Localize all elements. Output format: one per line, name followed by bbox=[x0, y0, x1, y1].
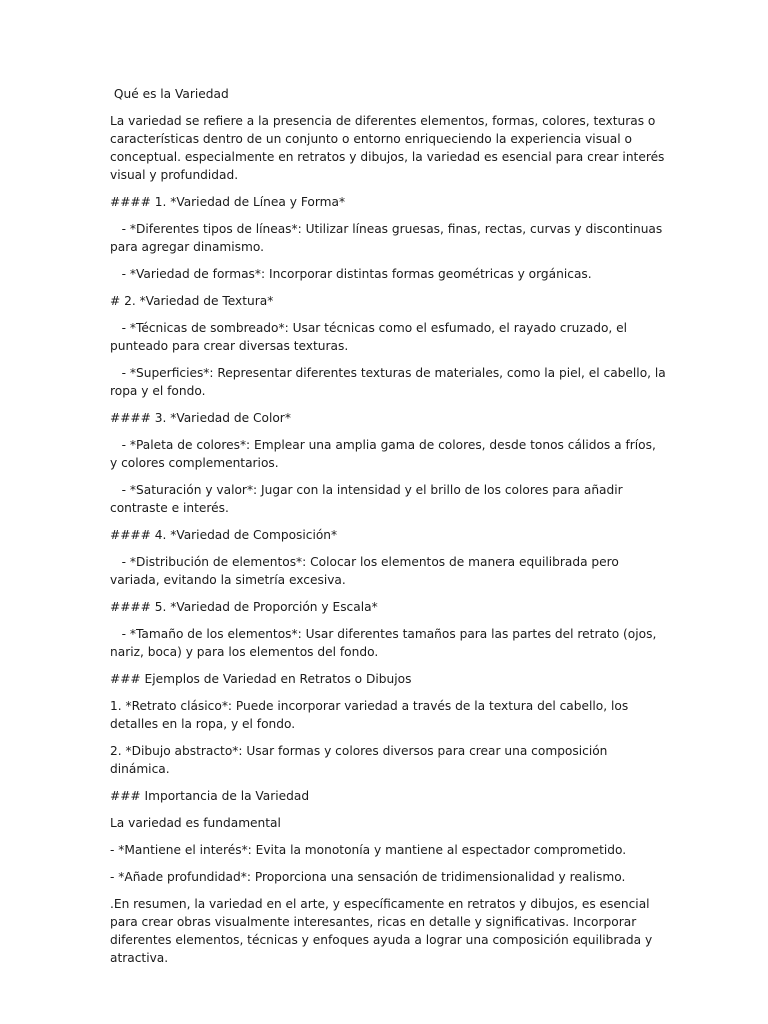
list-item: - *Añade profundidad*: Proporciona una sensación de tridimensionalidad y realismo. bbox=[110, 870, 626, 884]
list-item: - *Superficies*: Representar diferentes texturas de materiales, como la piel, el cabello, la ropa y el fondo. bbox=[110, 366, 670, 398]
list-item: - *Mantiene el interés*: Evita la monotonía y mantiene al espectador comprometido. bbox=[110, 843, 627, 857]
section-heading: #### 5. *Variedad de Proporción y Escala* bbox=[110, 600, 378, 614]
section-heading: # 2. *Variedad de Textura* bbox=[110, 294, 274, 308]
section-heading: #### 4. *Variedad de Composición* bbox=[110, 528, 338, 542]
section-heading: ### Ejemplos de Variedad en Retratos o Dibujos bbox=[110, 672, 412, 686]
list-item: - *Tamaño de los elementos*: Usar diferentes tamaños para las partes del retrato (ojos, nariz, boca) y para los elementos del fondo. bbox=[110, 627, 661, 659]
list-item: - *Variedad de formas*: Incorporar distintas formas geométricas y orgánicas. bbox=[110, 267, 592, 281]
list-item: 1. *Retrato clásico*: Puede incorporar variedad a través de la textura del cabello, los detalles en la ropa, y el fondo. bbox=[110, 699, 633, 731]
conclusion-paragraph: .En resumen, la variedad en el arte, y específicamente en retratos y dibujos, es esencial para crear obras visualmente interesantes, ricas en detalle y significativas. Incorporar diferentes elementos, técnicas y enfoques ayuda a lograr una composición equilibrada y atractiva. bbox=[110, 897, 657, 965]
list-item: - *Paleta de colores*: Emplear una amplia gama de colores, desde tonos cálidos a fríos, y colores complementarios. bbox=[110, 438, 660, 470]
document-page bbox=[110, 85, 670, 976]
intro-paragraph: La variedad se refiere a la presencia de diferentes elementos, formas, colores, texturas o características dentro de un conjunto o entorno enriqueciendo la experiencia visual o conceptual. especialmente en retratos y dibujos, la variedad es esencial para crear interés visual y profundidad. bbox=[110, 114, 669, 182]
section-heading: #### 1. *Variedad de Línea y Forma* bbox=[110, 195, 346, 209]
list-item: - *Distribución de elementos*: Colocar los elementos de manera equilibrada pero variada, evitando la simetría excesiva. bbox=[110, 555, 623, 587]
list-item: - *Saturación y valor*: Jugar con la intensidad y el brillo de los colores para añadir contraste e interés. bbox=[110, 483, 627, 515]
section-heading: #### 3. *Variedad de Color* bbox=[110, 411, 291, 425]
section-heading: ### Importancia de la Variedad bbox=[110, 789, 310, 803]
list-item: - *Diferentes tipos de líneas*: Utilizar líneas gruesas, finas, rectas, curvas y discontinuas para agregar dinamismo. bbox=[110, 222, 667, 254]
document-title: Qué es la Variedad bbox=[110, 87, 229, 101]
list-item: 2. *Dibujo abstracto*: Usar formas y colores diversos para crear una composición dinámica. bbox=[110, 744, 612, 776]
body-paragraph: La variedad es fundamental bbox=[110, 816, 281, 830]
list-item: - *Técnicas de sombreado*: Usar técnicas como el esfumado, el rayado cruzado, el punteado para crear diversas texturas. bbox=[110, 321, 631, 353]
